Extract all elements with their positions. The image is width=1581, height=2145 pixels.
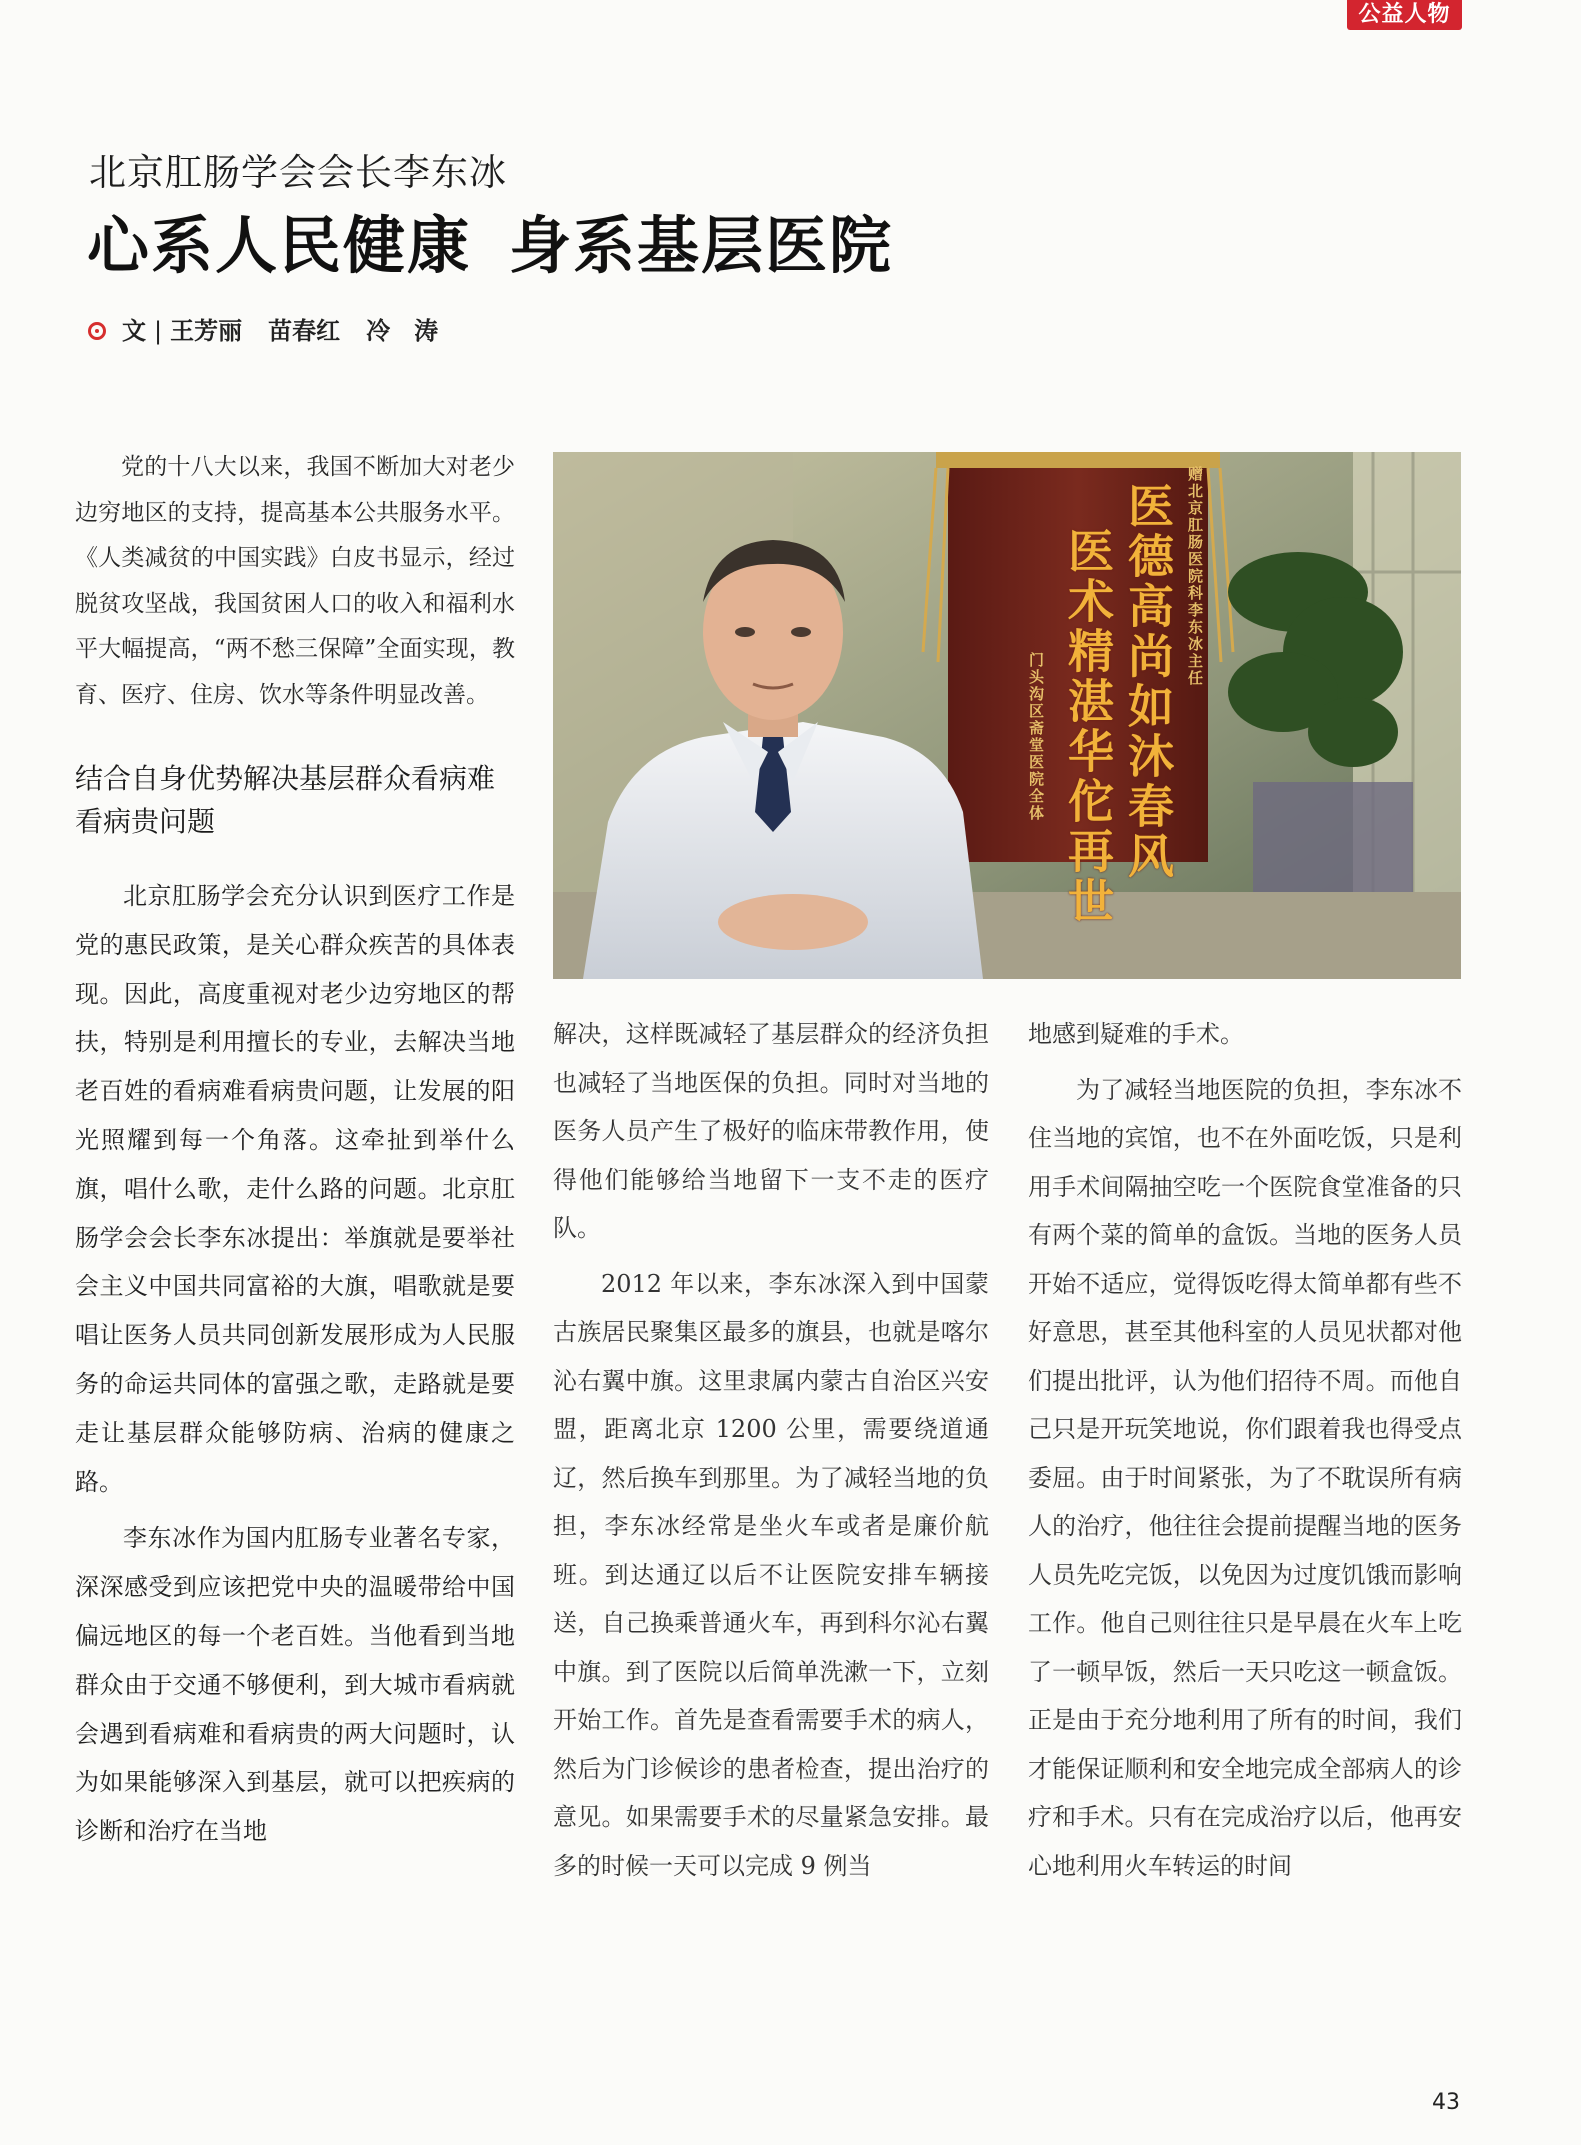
article-photo (553, 452, 1461, 979)
paragraph: 为了减轻当地医院的负担，李东冰不住当地的宾馆，也不在外面吃饭，只是利用手术间隔抽空吃一个医院食堂准备的只有两个菜的简单的盒饭。当地的医务人员开始不适应，觉得饭吃得太简单都有些不好意思，甚至其他科室的人员见状都对他们提出批评，认为他们招待不周。而他自己只是开玩笑地说，你们跟着我也得受点委屈。由于时间紧张，为了不耽误所有病人的治疗，他往往会提前提醒当地的医务人员先吃完饭，以免因为过度饥饿而影响工作。他自己则往往只是早晨在火车上吃了一顿早饭，然后一天只吃这一顿盒饭。正是由于充分地利用了所有的时间，我们才能保证顺利和安全地完成全部病人的诊疗和手术。只有在完成治疗以后，他再安心地利用火车转运的时间 (1028, 1075, 1462, 1880)
paragraph: 2012 年以来，李东冰深入到中国蒙古族居民聚集区最多的旗县，也就是喀尔沁右翼中旗。这里隶属内蒙古自治区兴安盟，距离北京 1200 公里，需要绕道通辽，然后换车到那里。为了减轻当地的负担，李东冰经常是坐火车或者是廉价航班。到达通辽以后不让医院安排车辆接送，自己换乘普通火车，再到科尔沁右翼中旗。到了医院以后简单洗漱一下，立刻开始工作。首先是查看需要手术的病人，然后为门诊候诊的患者检查，提出治疗的意见。如果需要手术的尽量紧急安排。最多的时候一天可以完成 9 例当 (553, 1269, 989, 1880)
column-tag: 公益人物 (1347, 0, 1462, 30)
article-subtitle: 北京肛肠学会会长李东冰 (89, 151, 507, 194)
author-mark-icon (88, 322, 106, 340)
article-title (87, 196, 893, 285)
paragraph: 地感到疑难的手术。 (1028, 1020, 1244, 1048)
author-name: 冷 涛 (366, 317, 439, 345)
banner-signature: 门头沟区斋堂医院全体 (1027, 652, 1045, 822)
text-column-2 (553, 1010, 989, 1890)
text-column-3 (1028, 1010, 1462, 1890)
title-part-2: 身系基层医院 (509, 209, 894, 282)
byline (88, 314, 464, 348)
paragraph: 北京肛肠学会充分认识到医疗工作是党的惠民政策，是关心群众疾苦的具体表现。因此，高度重视对老少边穷地区的帮扶，特别是利用擅长的专业，去解决当地老百姓的看病难看病贵问题，让发展的阳光照耀到每一个角落。这牵扯到举什么旗，唱什么歌，走什么路的问题。北京肛肠学会会长李东冰提出：举旗就是要举社会主义中国共同富裕的大旗，唱歌就是要唱让医务人员共同创新发展形成为人民服务的命运共同体的富强之歌，走路就是要走让基层群众能够防病、治病的健康之路。 (75, 882, 515, 1496)
banner-calligraphy-line-1: 医德高尚如沐春风 (1121, 482, 1175, 882)
paragraph: 李东冰作为国内肛肠专业著名专家，深深感受到应该把党中央的温暖带给中国偏远地区的每一个老百姓。当他看到当地群众由于交通不够便利，到大城市看病就会遇到看病难和看病贵的两大问题时，认为如果能够深入到基层，就可以把疾病的诊断和治疗在当地 (75, 1524, 515, 1846)
author-name: 王芳丽 (170, 317, 243, 345)
text-column-1 (75, 445, 515, 1856)
title-part-1: 心系人民健康 (87, 209, 472, 282)
doctor-portrait-image (553, 452, 1461, 979)
page-number: 43 (1432, 2090, 1460, 2115)
banner-calligraphy-line-2: 医术精湛华佗再世 (1061, 527, 1115, 927)
byline-label: 文 (122, 317, 146, 345)
paragraph: 党的十八大以来，我国不断加大对老少边穷地区的支持，提高基本公共服务水平。《人类减贫的中国实践》白皮书显示，经过脱贫攻坚战，我国贫困人口的收入和福利水平大幅提高，“两不愁三保障”全面实现，教育、医疗、住房、饮水等条件明显改善。 (75, 454, 515, 708)
section-heading: 结合自身优势解决基层群众看病难看病贵问题 (75, 762, 496, 838)
byline-separator: | (154, 317, 163, 345)
author-name: 苗春红 (268, 317, 341, 345)
banner-dedication: 赠北京肛肠医院科李东冰主任 (1186, 466, 1204, 687)
paragraph: 解决，这样既减轻了基层群众的经济负担也减轻了当地医保的负担。同时对当地的医务人员产生了极好的临床带教作用，使得他们能够给当地留下一支不走的医疗队。 (553, 1020, 989, 1242)
